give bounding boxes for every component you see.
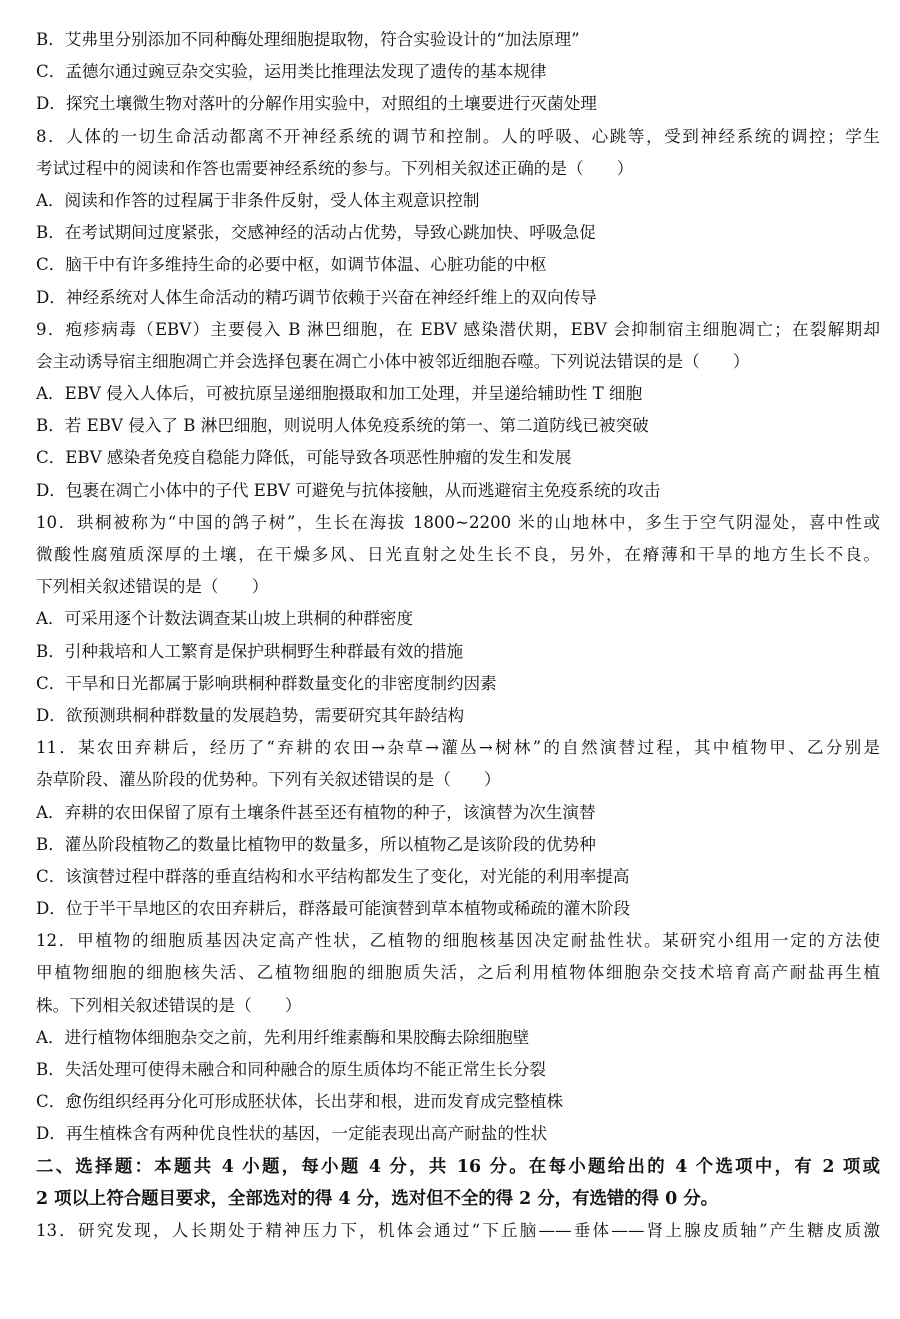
text-line: 12．甲植物的细胞质基因决定高产性状，乙植物的细胞核基因决定耐盐性状。某研究小组用一定的方法使: [36, 931, 880, 951]
text-line: 考试过程中的阅读和作答也需要神经系统的参与。下列相关叙述正确的是（ ）: [36, 158, 634, 178]
text-line: A．可采用逐个计数法调查某山坡上珙桐的种群密度: [36, 609, 414, 629]
text-line: 13．研究发现，人长期处于精神压力下，机体会通过“下丘脑——垂体——肾上腺皮质轴”产生糖皮质激: [36, 1220, 880, 1240]
text-line: 11．某农田弃耕后，经历了“弃耕的农田→杂草→灌丛→树林”的自然演替过程，其中植物甲、乙分别是: [36, 738, 880, 758]
text-line: C．EBV 感染者免疫自稳能力降低，可能导致各项恶性肿瘤的发生和发展: [36, 448, 572, 468]
text-line: B．在考试期间过度紧张，交感神经的活动占优势，导致心跳加快、呼吸急促: [36, 223, 596, 243]
text-line: D．再生植株含有两种优良性状的基因，一定能表现出高产耐盐的性状: [36, 1124, 548, 1144]
text-line: B．失活处理可使得未融合和同种融合的原生质体均不能正常生长分裂: [36, 1060, 547, 1079]
text-line: D．包裹在凋亡小体中的子代 EBV 可避免与抗体接触，从而逃避宿主免疫系统的攻击: [36, 480, 661, 500]
text-line: A．阅读和作答的过程属于非条件反射，受人体主观意识控制: [36, 190, 480, 210]
text-line: D．神经系统对人体生命活动的精巧调节依赖于兴奋在神经纤维上的双向传导: [36, 287, 597, 307]
text-line: D．欲预测珙桐种群数量的发展趋势，需要研究其年龄结构: [36, 705, 465, 725]
text-line: C．愈伤组织经再分化可形成胚状体，长出芽和根，进而发育成完整植株: [36, 1092, 564, 1112]
text-line: 杂草阶段、灌丛阶段的优势种。下列有关叙述错误的是（ ）: [36, 770, 501, 790]
text-line: 甲植物细胞的细胞核失活、乙植物细胞的细胞质失活，之后利用植物体细胞杂交技术培育高产耐盐再生植: [36, 963, 880, 983]
text-line: 株。下列相关叙述错误的是（ ）: [36, 995, 302, 1015]
text-line: C．脑干中有许多维持生命的必要中枢，如调节体温、心脏功能的中枢: [36, 255, 547, 275]
text-line: B．艾弗里分别添加不同种酶处理细胞提取物，符合实验设计的“加法原理”: [36, 30, 580, 49]
text-line: C．该演替过程中群落的垂直结构和水平结构都发生了变化，对光能的利用率提高: [36, 866, 630, 886]
text-line: C．孟德尔通过豌豆杂交实验，运用类比推理法发现了遗传的基本规律: [36, 62, 547, 82]
text-line: 9．疱疹病毒（EBV）主要侵入 B 淋巴细胞，在 EBV 感染潜伏期，EBV 会抑制宿主细胞凋亡；在裂解期却: [36, 319, 880, 339]
text-line: 8．人体的一切生命活动都离不开神经系统的调节和控制。人的呼吸、心跳等，受到神经系统的调控；学生: [36, 126, 880, 146]
text-line: 10．珙桐被称为“中国的鸽子树”，生长在海拔 1800~2200 米的山地林中，多生于空气阴湿处，喜中性或: [36, 512, 880, 532]
text-column: [36, 24, 880, 1247]
text-line: 下列相关叙述错误的是（ ）: [36, 577, 269, 597]
text-line: A．EBV 侵入人体后，可被抗原呈递细胞摄取和加工处理，并呈递给辅助性 T 细胞: [36, 384, 643, 404]
text-line: B．灌丛阶段植物乙的数量比植物甲的数量多，所以植物乙是该阶段的优势种: [36, 834, 596, 854]
text-line: A．弃耕的农田保留了原有土壤条件甚至还有植物的种子，该演替为次生演替: [36, 802, 596, 822]
text-line: C．干旱和日光都属于影响珙桐种群数量变化的非密度制约因素: [36, 673, 497, 693]
text-line: 会主动诱导宿主细胞凋亡并会选择包裹在凋亡小体中被邻近细胞吞噬。下列说法错误的是（ ）: [36, 351, 750, 371]
text-line: D．探究土壤微生物对落叶的分解作用实验中，对照组的土壤要进行灭菌处理: [36, 94, 597, 114]
text-line: D．位于半干旱地区的农田弃耕后，群落最可能演替到草本植物或稀疏的灌木阶段: [36, 899, 631, 919]
text-line: 微酸性腐殖质深厚的土壤，在干燥多风、日光直射之处生长不良，另外，在瘠薄和干旱的地方生长不良。: [36, 545, 880, 564]
text-line: A．进行植物体细胞杂交之前，先利用纤维素酶和果胶酶去除细胞壁: [36, 1027, 530, 1047]
section-heading-line: 二、选择题：本题共 4 小题，每小题 4 分，共 16 分。在每小题给出的 4 个选项中，有 2 项或: [36, 1156, 880, 1177]
text-line: B．引种栽培和人工繁育是保护珙桐野生种群最有效的措施: [36, 641, 464, 661]
text-line: B．若 EBV 侵入了 B 淋巴细胞，则说明人体免疫系统的第一、第二道防线已被突破: [36, 416, 649, 436]
section-heading-line: 2 项以上符合题目要求，全部选对的得 4 分，选对但不全的得 2 分，有选错的得 0 分。: [36, 1188, 719, 1209]
